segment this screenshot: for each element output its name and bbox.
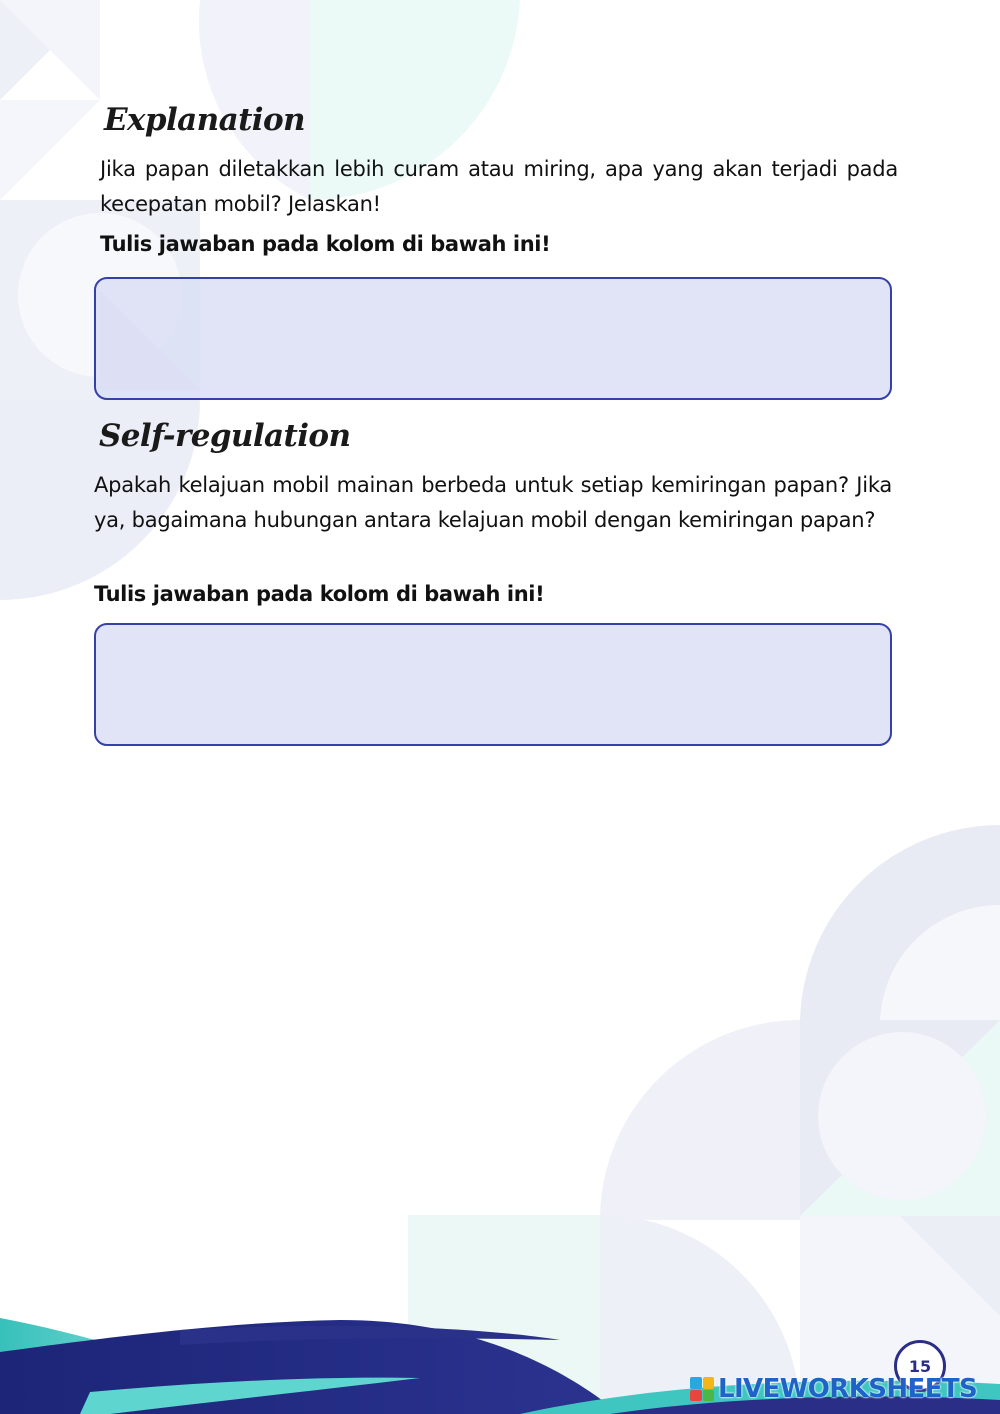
explanation-question: Jika papan diletakkan lebih curam atau miring, apa yang akan terjadi pada kecepatan mobil? Jelaskan!	[100, 157, 898, 216]
explanation-heading: Explanation	[104, 102, 305, 138]
self-regulation-question: Apakah kelajuan mobil mainan berbeda untuk setiap kemiringan papan? Jika ya, bagaimana hubungan antara kelajuan mobil dengan kemiringan papan?	[94, 473, 892, 532]
page-number: 15	[894, 1340, 946, 1392]
explanation-instruction: Tulis jawaban pada kolom di bawah ini!	[100, 232, 551, 256]
liveworksheets-wordmark: LIVEWORKSHEETS	[718, 1374, 978, 1404]
self-regulation-heading: Self-regulation	[99, 418, 351, 454]
liveworksheets-logo-icon	[690, 1377, 714, 1401]
self-regulation-answer-box[interactable]	[94, 623, 892, 746]
self-regulation-instruction: Tulis jawaban pada kolom di bawah ini!	[94, 582, 545, 606]
explanation-answer-box[interactable]	[94, 277, 892, 400]
bottom-right-shapes	[408, 825, 1000, 1414]
liveworksheets-watermark	[690, 1374, 977, 1404]
